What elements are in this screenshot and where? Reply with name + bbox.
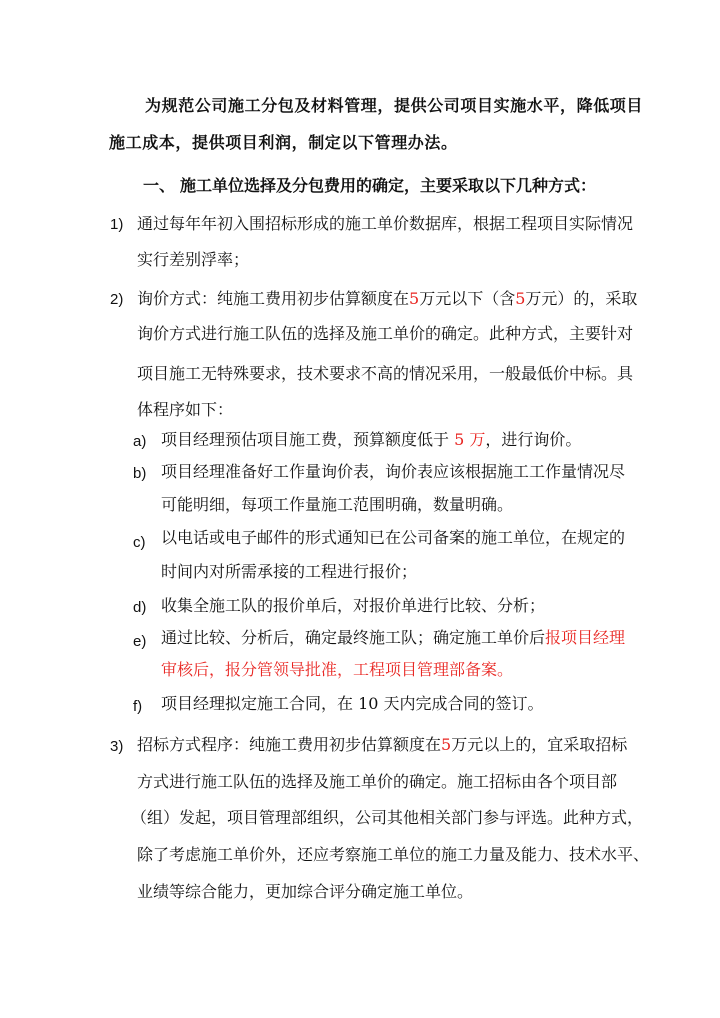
item-1-number: 1) [110,216,124,233]
sub-e-line-2: 审核后，报分管领导批准，工程项目管理部备案。 [161,660,514,679]
item-2-line-3: 项目施工无特殊要求，技术要求不高的情况采用，一般最低价中标。具 [137,364,634,383]
item-2-line-2: 询价方式进行施工队伍的选择及施工单价的确定。此种方式，主要针对 [137,324,634,343]
sub-d-line-1: 收集全施工队的报价单后，对报价单进行比较、分析； [161,596,546,615]
item-1-line-1: 通过每年年初入围招标形成的施工单价数据库，根据工程项目实际情况 [137,214,634,233]
intro-line-2: 施工成本，提供项目利润，制定以下管理办法。 [109,133,458,152]
sub-b-line-1: 项目经理准备好工作量询价表，询价表应该根据施工工作量情况尽 [161,462,626,481]
item-3-line-2: 方式进行施工队伍的选择及施工单价的确定。施工招标由各个项目部 [137,772,618,791]
item-3-line-1: 招标方式程序：纯施工费用初步估算额度在5万元以上的，宜采取招标 [137,735,628,754]
item-3-line-3: （组）发起，项目管理部组织，公司其他相关部门参与评选。此种方式， [131,808,644,827]
item-2-number: 2) [110,291,124,308]
sub-e-line-1: 通过比较、分析后，确定最终施工队；确定施工单价后报项目经理 [161,628,626,647]
item-3-line-5: 业绩等综合能力，更加综合评分确定施工单位。 [137,882,474,901]
sub-a-text: 项目经理预估项目施工费，预算额度低于 5 万，进行询价。 [161,430,582,449]
sub-c-line-1: 以电话或电子邮件的形式通知已在公司备案的施工单位，在规定的 [161,528,626,547]
item-1-line-2: 实行差别浮率； [137,250,250,269]
sub-b-line-2: 可能明细，每项工作量施工范围明确，数量明确。 [161,495,514,514]
highlight-amount: 5 [441,735,452,754]
item-2-line-4: 体程序如下： [137,400,234,419]
sub-f-line-1: 项目经理拟定施工合同，在 10 天内完成合同的签订。 [161,694,544,713]
sub-c-line-2: 时间内对所需承接的工程进行报价； [161,562,418,581]
highlight-amount: 5 [409,289,420,308]
section-number: 一、 [143,176,176,195]
section-title: 施工单位选择及分包费用的确定，主要采取以下几种方式： [180,176,597,195]
item-3-line-4: 除了考虑施工单价外，还应考察施工单位的施工力量及能力、技术水平、 [137,845,650,864]
highlight-threshold: 5 万 [449,430,486,449]
sub-f-number: f) [133,698,143,715]
intro-line-1: 为规范公司施工分包及材料管理，提供公司项目实施水平，降低项目 [145,96,644,115]
item-3-number: 3) [110,738,124,755]
sub-b-number: b) [133,465,147,482]
sub-e-number: e) [133,633,147,650]
item-2-line-1: 询价方式：纯施工费用初步估算额度在5万元以下（含5万元）的，采取 [137,289,638,308]
sub-c-number: c) [133,534,146,551]
sub-a-number: a) [133,433,147,450]
highlight-amount: 5 [515,289,526,308]
highlight-approval: 报项目经理 [545,628,626,647]
sub-d-number: d) [133,599,147,616]
